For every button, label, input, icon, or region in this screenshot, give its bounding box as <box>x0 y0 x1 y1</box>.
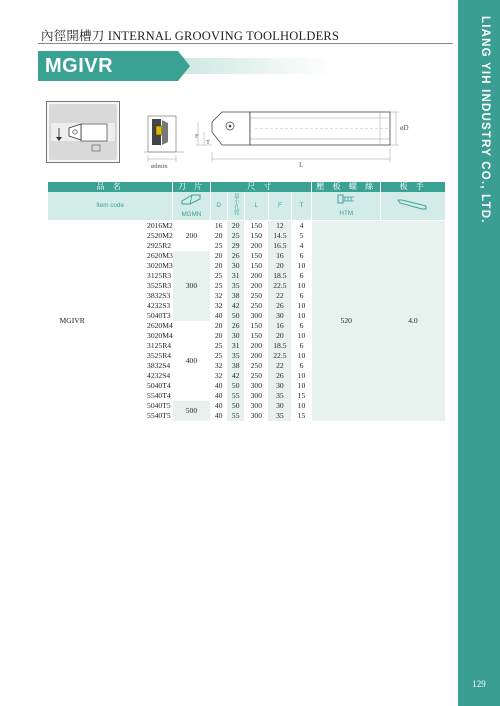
toolholder-drawing-graphic <box>140 100 425 170</box>
dim-dmin: ødmin <box>151 163 168 170</box>
value-T: 6 <box>291 291 311 301</box>
value-F: 26 <box>268 371 291 381</box>
value-min-bore: 55 <box>227 411 244 421</box>
header-L: L <box>244 192 268 221</box>
part-number: 5540T4 <box>129 391 173 401</box>
value-D: 32 <box>210 371 227 381</box>
blade-insert-icon <box>180 192 202 206</box>
value-F: 18.5 <box>268 271 291 281</box>
value-D: 40 <box>210 311 227 321</box>
dim-D: øD <box>400 124 409 132</box>
value-D: 40 <box>210 381 227 391</box>
value-T: 10 <box>291 301 311 311</box>
value-T: 6 <box>291 321 311 331</box>
value-min-bore: 50 <box>227 311 244 321</box>
value-T: 10 <box>291 371 311 381</box>
value-L: 250 <box>244 301 268 311</box>
header-min-bore <box>227 192 244 221</box>
value-F: 35 <box>268 411 291 421</box>
blade-size-cell: 200 <box>185 231 198 240</box>
value-D: 32 <box>210 361 227 371</box>
value-F: 22.5 <box>268 281 291 291</box>
value-D: 40 <box>210 401 227 411</box>
value-min-bore: 35 <box>227 351 244 361</box>
part-number: 2925R2 <box>129 241 173 251</box>
application-thumbnail <box>46 101 120 163</box>
banner-shadow <box>182 58 332 74</box>
value-T: 10 <box>291 261 311 271</box>
value-L: 200 <box>244 281 268 291</box>
value-L: 300 <box>244 401 268 411</box>
table-row <box>48 221 446 232</box>
part-number: 4232S3 <box>129 301 173 311</box>
dim-T: T <box>206 139 210 146</box>
application-thumbnail-graphic <box>47 102 119 162</box>
header-blade: 刀 片 <box>173 182 210 192</box>
value-F: 30 <box>268 311 291 321</box>
value-F: 30 <box>268 381 291 391</box>
table-group-header-row <box>48 182 446 192</box>
part-number: 2520M2 <box>129 231 173 241</box>
value-D: 40 <box>210 411 227 421</box>
value-T: 10 <box>291 401 311 411</box>
part-number: 5540T5 <box>129 411 173 421</box>
value-min-bore: 29 <box>227 241 244 251</box>
blade-size-cell: 500 <box>173 401 210 421</box>
part-number: 5040T5 <box>129 401 173 411</box>
value-L: 150 <box>244 321 268 331</box>
value-D: 25 <box>210 341 227 351</box>
value-min-bore: 25 <box>227 231 244 241</box>
value-min-bore: 42 <box>227 371 244 381</box>
value-min-bore: 50 <box>227 401 244 411</box>
company-name: LIANG YIH INDUSTRY CO., LTD. <box>479 16 491 224</box>
value-min-bore: 38 <box>227 361 244 371</box>
value-F: 30 <box>268 401 291 411</box>
value-L: 200 <box>244 351 268 361</box>
part-number: 3020M3 <box>129 261 173 271</box>
value-F: 22 <box>268 361 291 371</box>
value-T: 10 <box>291 281 311 291</box>
wrench-cell: 4.0 <box>381 221 445 422</box>
value-T: 4 <box>291 241 311 251</box>
part-number: 2620M4 <box>129 321 173 331</box>
value-L: 150 <box>244 231 268 241</box>
value-F: 20 <box>268 261 291 271</box>
value-L: 200 <box>244 241 268 251</box>
value-min-bore: 35 <box>227 281 244 291</box>
header-blade-model: MGMN <box>181 211 202 218</box>
value-min-bore: 30 <box>227 261 244 271</box>
part-number: 2016M2 <box>129 221 173 232</box>
hex-key-icon <box>396 197 430 211</box>
part-number: 3125R4 <box>129 341 173 351</box>
header-T: T <box>291 192 311 221</box>
value-L: 250 <box>244 371 268 381</box>
value-L: 150 <box>244 331 268 341</box>
item-code-cell: MGIVR <box>48 221 130 422</box>
header-blade-icon-cell <box>173 192 210 221</box>
value-D: 25 <box>210 271 227 281</box>
value-F: 12 <box>268 221 291 232</box>
value-L: 250 <box>244 291 268 301</box>
value-F: 16 <box>268 251 291 261</box>
value-D: 20 <box>210 261 227 271</box>
value-min-bore: 26 <box>227 251 244 261</box>
header-D: D <box>210 192 227 221</box>
title-divider <box>38 43 453 44</box>
value-D: 25 <box>210 241 227 251</box>
value-min-bore: 42 <box>227 301 244 311</box>
clamp-screw-cell: 520 <box>312 221 381 422</box>
value-T: 6 <box>291 341 311 351</box>
value-F: 35 <box>268 391 291 401</box>
value-min-bore: 50 <box>227 381 244 391</box>
part-number: 3020M4 <box>129 331 173 341</box>
value-D: 40 <box>210 391 227 401</box>
header-item-code: Item code <box>48 192 173 221</box>
dim-L: L <box>299 161 304 169</box>
value-T: 15 <box>291 411 311 421</box>
value-D: 16 <box>210 221 227 232</box>
value-F: 22.5 <box>268 351 291 361</box>
value-T: 6 <box>291 251 311 261</box>
value-L: 300 <box>244 311 268 321</box>
page-title-en: INTERNAL GROOVING TOOLHOLDERS <box>107 29 340 43</box>
part-number: 3832S4 <box>129 361 173 371</box>
header-min-bore-text: 最小孔徑 <box>232 193 239 215</box>
value-L: 300 <box>244 411 268 421</box>
series-name: MGIVR <box>45 55 114 77</box>
value-L: 300 <box>244 381 268 391</box>
value-L: 300 <box>244 391 268 401</box>
header-wrench-icon-cell <box>381 192 445 221</box>
screw-icon <box>337 193 355 205</box>
header-screw-model: HTM <box>339 210 354 217</box>
value-L: 150 <box>244 221 268 232</box>
value-T: 15 <box>291 391 311 401</box>
value-min-bore: 38 <box>227 291 244 301</box>
part-number: 4232S4 <box>129 371 173 381</box>
header-dimensions: 尺 寸 <box>210 182 311 192</box>
header-screw-icon-cell <box>312 192 381 221</box>
value-F: 14.5 <box>268 231 291 241</box>
toolholder-drawing <box>140 100 425 170</box>
part-number: 3525R4 <box>129 351 173 361</box>
value-D: 20 <box>210 321 227 331</box>
series-banner-tail <box>178 51 190 81</box>
value-L: 150 <box>244 251 268 261</box>
value-D: 25 <box>210 351 227 361</box>
value-min-bore: 55 <box>227 391 244 401</box>
value-F: 16 <box>268 321 291 331</box>
header-wrench: 板 手 <box>381 182 445 192</box>
value-min-bore: 31 <box>227 341 244 351</box>
page-title <box>41 26 339 44</box>
value-D: 20 <box>210 231 227 241</box>
value-T: 10 <box>291 311 311 321</box>
value-min-bore: 30 <box>227 331 244 341</box>
value-T: 10 <box>291 351 311 361</box>
value-D: 32 <box>210 301 227 311</box>
value-D: 20 <box>210 251 227 261</box>
spec-table <box>47 182 445 421</box>
value-T: 5 <box>291 231 311 241</box>
value-min-bore: 31 <box>227 271 244 281</box>
value-T: 6 <box>291 271 311 281</box>
value-L: 200 <box>244 271 268 281</box>
value-T: 4 <box>291 221 311 232</box>
value-L: 150 <box>244 261 268 271</box>
value-L: 200 <box>244 341 268 351</box>
value-T: 6 <box>291 361 311 371</box>
value-T: 10 <box>291 381 311 391</box>
part-number: 2620M3 <box>129 251 173 261</box>
value-F: 18.5 <box>268 341 291 351</box>
part-number: 5040T3 <box>129 311 173 321</box>
part-number: 5040T4 <box>129 381 173 391</box>
page-number: 129 <box>472 679 486 689</box>
header-F: F <box>268 192 291 221</box>
value-F: 22 <box>268 291 291 301</box>
page-title-cn: 內徑開槽刀 <box>41 29 105 43</box>
table-sub-header-row <box>48 192 446 221</box>
part-number: 3125R3 <box>129 271 173 281</box>
blade-size-cell: 400 <box>185 356 198 365</box>
header-product: 品 名 <box>48 182 173 192</box>
part-number: 3525R3 <box>129 281 173 291</box>
value-F: 26 <box>268 301 291 311</box>
value-F: 20 <box>268 331 291 341</box>
value-D: 32 <box>210 291 227 301</box>
dim-F: F <box>195 133 199 140</box>
value-D: 25 <box>210 281 227 291</box>
header-clamp-screw: 壓 板 螺 絲 <box>312 182 381 192</box>
part-number: 3832S3 <box>129 291 173 301</box>
value-F: 16.5 <box>268 241 291 251</box>
value-min-bore: 26 <box>227 321 244 331</box>
blade-size-cell: 300 <box>173 251 210 321</box>
value-min-bore: 20 <box>227 221 244 232</box>
value-T: 10 <box>291 331 311 341</box>
value-L: 250 <box>244 361 268 371</box>
value-D: 20 <box>210 331 227 341</box>
